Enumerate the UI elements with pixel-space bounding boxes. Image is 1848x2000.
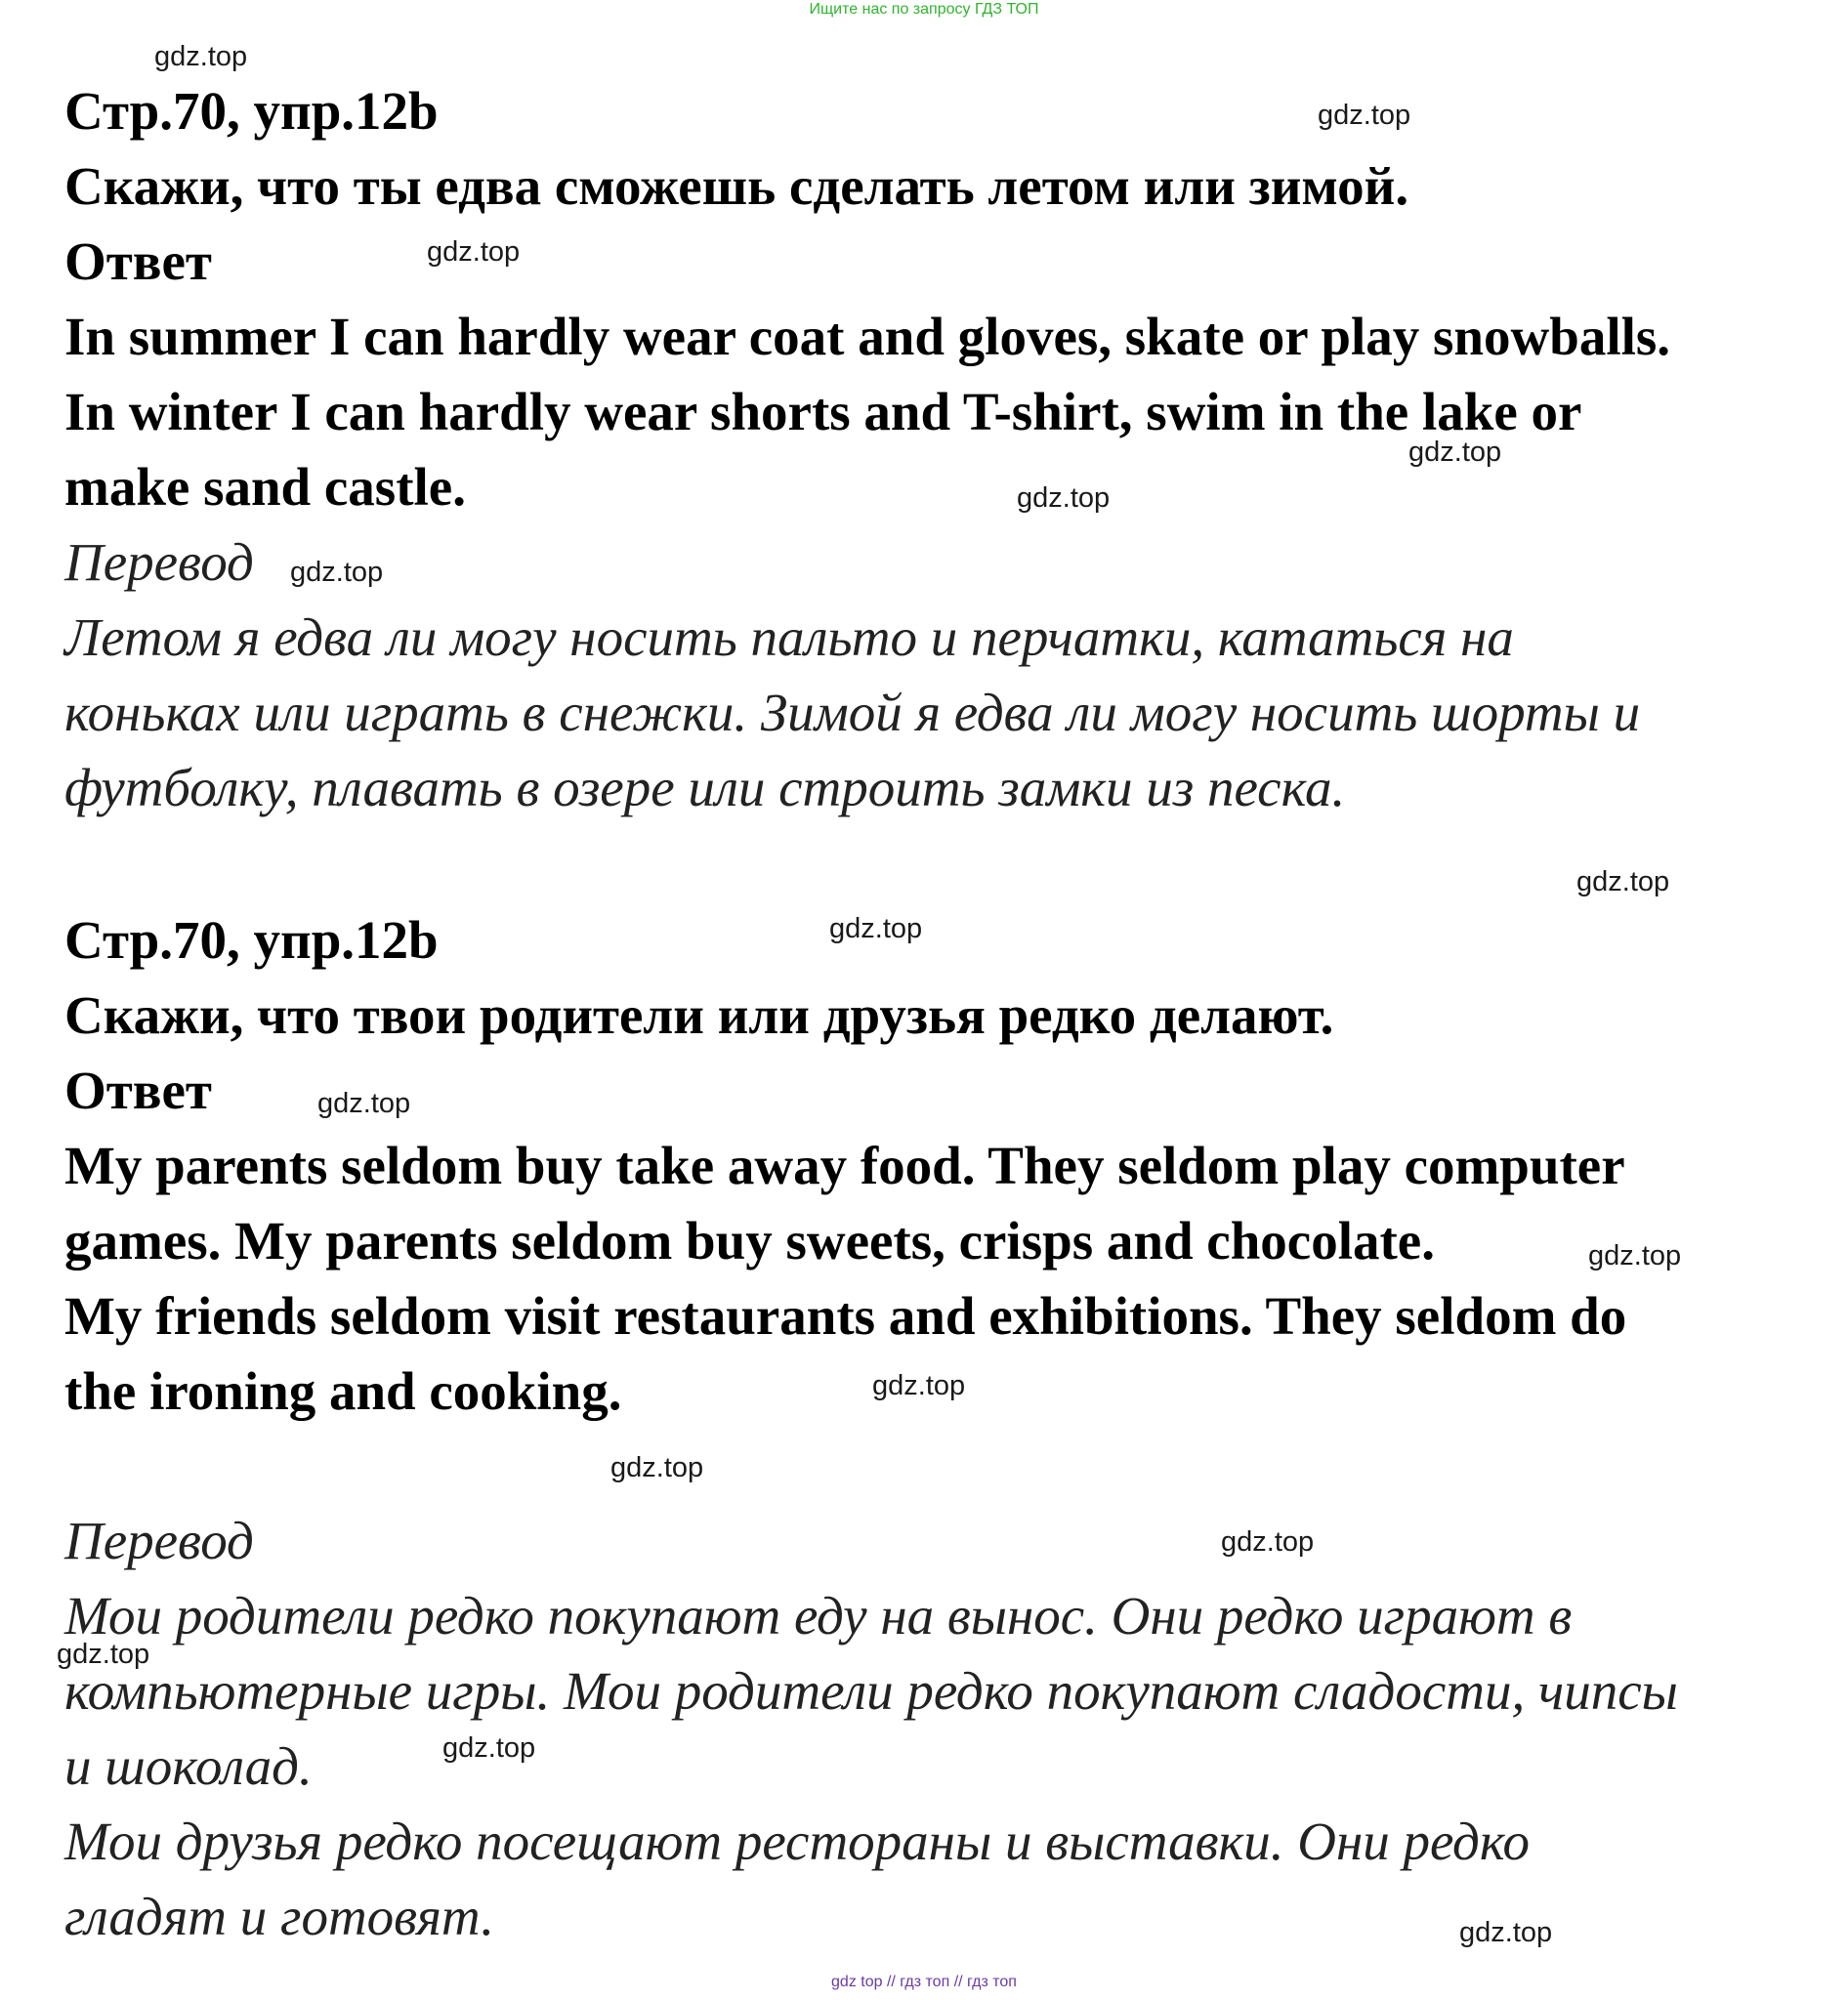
section1-task: Скажи, что ты едва сможешь сделать летом или зимой.: [64, 156, 1409, 216]
section2-answer-line: My friends seldom visit restaurants and exhibitions. They seldom do: [64, 1286, 1627, 1346]
watermark: gdz.top: [290, 557, 384, 588]
watermark: gdz.top: [610, 1452, 704, 1483]
section2-answer-line: My parents seldom buy take away food. They seldom play computer: [64, 1136, 1625, 1195]
watermark: gdz.top: [1408, 437, 1502, 468]
watermark: gdz.top: [1318, 100, 1411, 131]
watermark: gdz.top: [154, 41, 248, 72]
watermark: gdz.top: [872, 1370, 966, 1401]
section2-translation-line: компьютерные игры. Мои родители редко покупают сладости, чипсы: [64, 1661, 1678, 1721]
watermark: gdz.top: [317, 1088, 411, 1119]
top-banner: Ищите нас по запросу ГДЗ ТОП: [809, 1, 1039, 18]
footer-links: gdz top // гдз топ // гдз топ: [831, 1974, 1017, 1990]
section1-translation-line: коньках или играть в снежки. Зимой я едва ли могу носить шорты и: [64, 683, 1641, 742]
watermark: gdz.top: [1459, 1917, 1553, 1948]
section1-answer-line: In winter I can hardly wear shorts and T-shirt, swim in the lake or: [64, 382, 1582, 441]
section2-translation-line: гладят и готовят.: [64, 1887, 495, 1946]
watermark: gdz.top: [1017, 482, 1111, 514]
section1-heading: Стр.70, упр.12b: [64, 81, 439, 141]
section2-task: Скажи, что твои родители или друзья редко делают.: [64, 985, 1334, 1045]
section1-translation-label: Перевод: [64, 532, 254, 592]
watermark: gdz.top: [1221, 1526, 1315, 1558]
section2-heading: Стр.70, упр.12b: [64, 910, 439, 970]
section2-translation-line: и шоколад.: [64, 1736, 313, 1796]
watermark: gdz.top: [1588, 1240, 1682, 1271]
section2-answer-line: the ironing and cooking.: [64, 1361, 622, 1421]
section1-answer-line: In summer I can hardly wear coat and gloves, skate or play snowballs.: [64, 307, 1671, 366]
section1-answer-label: Ответ: [64, 231, 212, 291]
watermark: gdz.top: [57, 1639, 150, 1670]
section2-translation-label: Перевод: [64, 1511, 254, 1570]
watermark: gdz.top: [442, 1732, 536, 1764]
section2-translation-line: Мои родители редко покупают еду на вынос. Они редко играют в: [64, 1586, 1573, 1646]
watermark: gdz.top: [829, 913, 923, 944]
section2-translation-line: Мои друзья редко посещают рестораны и выставки. Они редко: [64, 1812, 1530, 1871]
section1-translation-line: футболку, плавать в озере или строить замки из песка.: [64, 758, 1346, 817]
section1-answer-line: make sand castle.: [64, 457, 466, 517]
section2-answer-label: Ответ: [64, 1061, 212, 1120]
watermark: gdz.top: [427, 236, 521, 268]
watermark: gdz.top: [1576, 866, 1670, 897]
section2-answer-line: games. My parents seldom buy sweets, crisps and chocolate.: [64, 1211, 1435, 1271]
section1-translation-line: Летом я едва ли могу носить пальто и перчатки, кататься на: [64, 607, 1514, 667]
